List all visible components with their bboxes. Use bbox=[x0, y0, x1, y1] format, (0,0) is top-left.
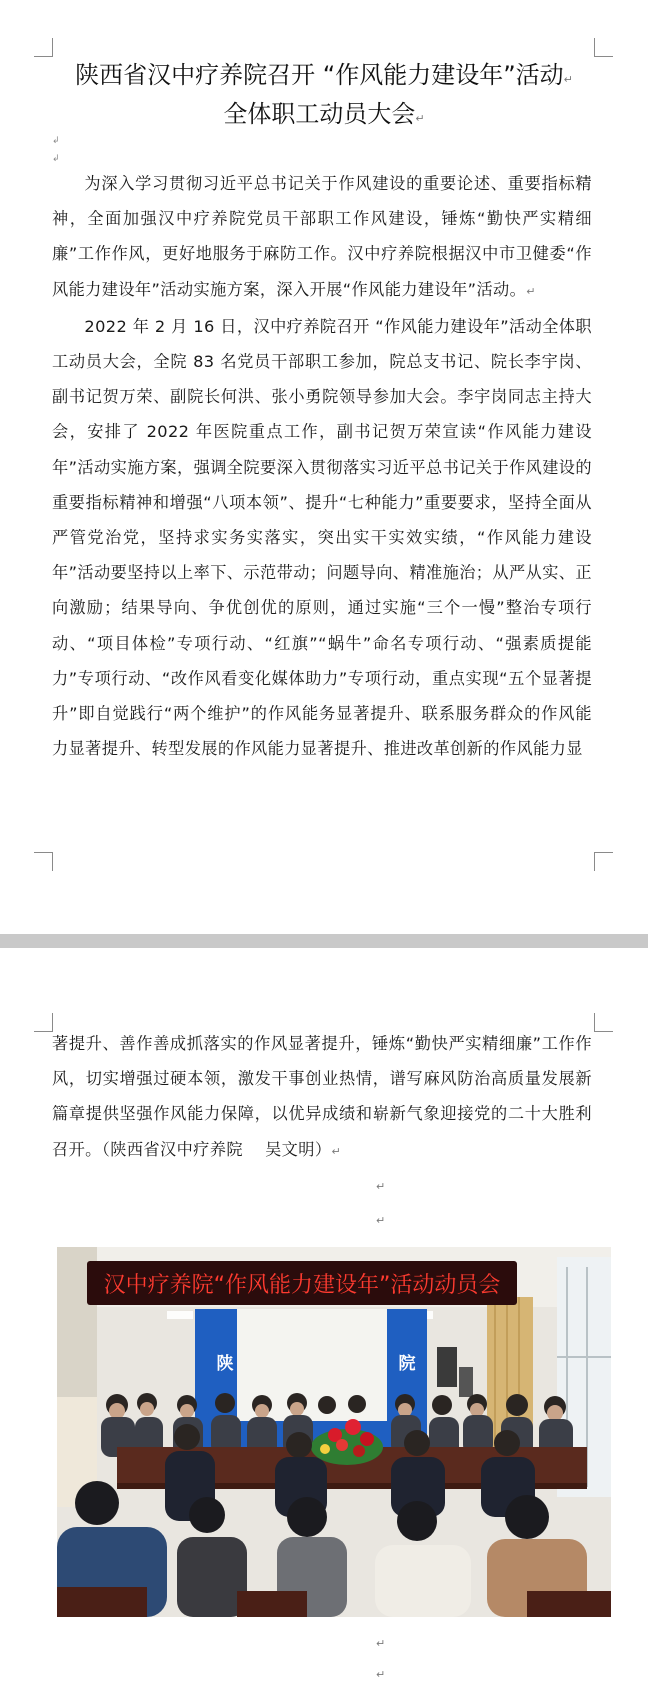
article-title bbox=[50, 58, 598, 136]
meeting-photo-illustration bbox=[57, 1247, 611, 1617]
paragraph-2-text: 2022 年 2 月 16 日，汉中疗养院召开 “作风能力建设年”活动全体职工动员大会，全院 83 名党员干部职工参加，院总支书记、院长李宇岗、副书记贺万荣、副院长何洪、张小勇院领导参加大会。李宇岗同志主持大会，安排了 2022 年医院重点工作，副书记贺万荣宣读“作风能力建设年”活动实施方案，强调全院要深入贯彻落实习近平总书记关于作风建设的重要指标精神和增强“八项本领”、提升“七种能力”重要要求，坚持全面从严管党治党，坚持求实务实落实，突出实干实效实绩，“作风能力建设年”活动要坚持以上率下、示范带动；问题导向、精准施治；从严从实、正向激励；结果导向、争优创优的原则，通过实施“三个一慢”整治专项行动、“项目体检”专项行动、“红旗”“蜗牛”命名专项行动、“强素质提能力”专项行动、“改作风看变化媒体助力”专项行动，重点实现“五个显著提升”即自觉践行“两个维护”的作风能务显著提升、联系服务群众的作风能力显著提升、转型发展的作风能力显著提升、推进改革创新的作风能力显 bbox=[52, 316, 592, 759]
paragraph-2-continued-text: 著提升、善作善成抓落实的作风显著提升，锤炼“勤快严实精细廉”工作作风，切实增强过硬本领，激发干事创业热情，谱写麻风防治高质量发展新篇章提供坚强作风能力保障，以优异成绩和崭新气象迎接党的二十大胜利召开。（陕西省汉中疗养院 吴文明） bbox=[52, 1034, 592, 1159]
backdrop-character-right: 院 bbox=[398, 1354, 416, 1374]
page-corner-mark bbox=[594, 38, 613, 57]
empty-paragraph-mark: ↵ bbox=[376, 1214, 386, 1227]
empty-paragraph-mark: ↵ bbox=[376, 1180, 386, 1193]
empty-paragraph-mark: ↲ bbox=[52, 136, 60, 146]
empty-paragraph-mark: ↵ bbox=[376, 1668, 386, 1681]
paragraph-mark: ↵ bbox=[331, 1144, 342, 1158]
title-line-2: 全体职工动员大会 bbox=[223, 100, 416, 128]
backdrop-character-left: 陕 bbox=[216, 1354, 234, 1374]
page-corner-mark bbox=[34, 38, 53, 57]
title-line-1: 陕西省汉中疗养院召开 “作风能力建设年”活动 bbox=[75, 61, 564, 89]
paragraph-1-text: 为深入学习贯彻习近平总书记关于作风建设的重要论述、重要指标精神，全面加强汉中疗养院党员干部职工作风建设，锤炼“勤快严实精细廉”工作作风，更好地服务于麻防工作。汉中疗养院根据汉中市卫健委“作风能力建设年”活动实施方案，深入开展“作风能力建设年”活动。 bbox=[52, 174, 592, 299]
article-body-page-2 bbox=[52, 1026, 592, 1169]
paragraph-mark: ↵ bbox=[563, 73, 573, 86]
paragraph-mark: ↵ bbox=[415, 112, 425, 125]
page-corner-mark bbox=[34, 1013, 53, 1032]
led-banner-text: 汉中疗养院“作风能力建设年”活动动员会 bbox=[103, 1273, 501, 1298]
paragraph-2-continued bbox=[52, 1026, 592, 1169]
paragraph-2 bbox=[52, 309, 592, 767]
empty-paragraph-mark: ↲ bbox=[52, 154, 60, 164]
page-separator bbox=[0, 934, 648, 948]
meeting-photo bbox=[57, 1247, 611, 1617]
paragraph-mark: ↵ bbox=[526, 284, 536, 298]
article-body-page-1 bbox=[52, 166, 592, 766]
page-corner-mark bbox=[34, 852, 53, 871]
empty-paragraph-mark: ↵ bbox=[376, 1637, 386, 1650]
page-corner-mark bbox=[594, 1013, 613, 1032]
page-corner-mark bbox=[594, 852, 613, 871]
paragraph-1 bbox=[52, 166, 592, 309]
